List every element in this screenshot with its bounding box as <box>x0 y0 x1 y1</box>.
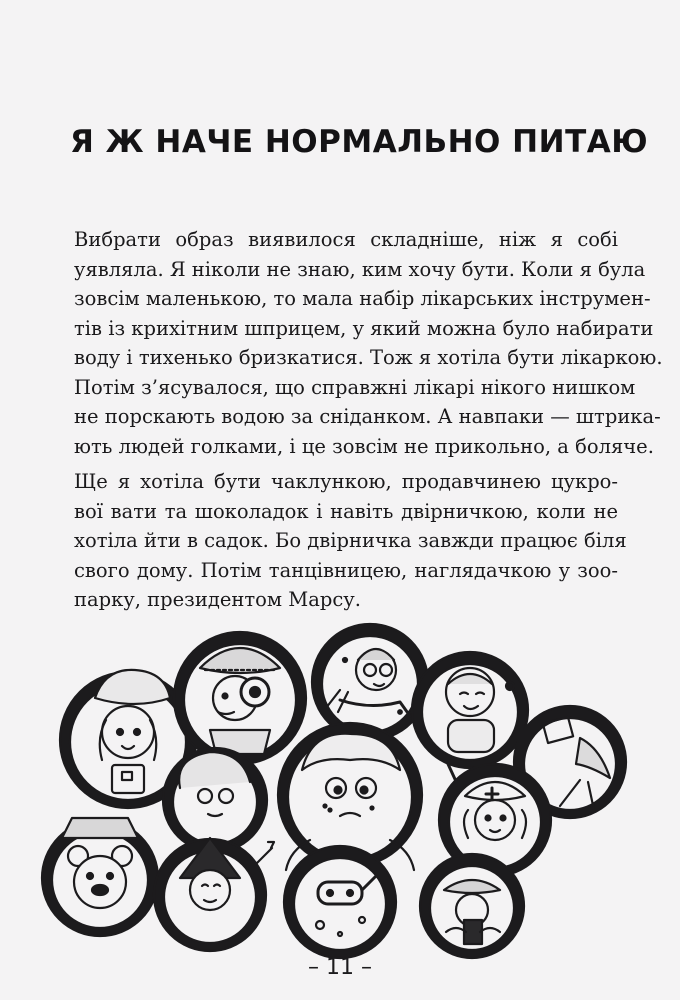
text-line: вої вати та шоколадок і навіть двірничкою, коли не <box>74 499 618 523</box>
captain-bubble <box>420 854 524 958</box>
paragraph-2 <box>74 467 627 615</box>
body-text <box>74 225 663 621</box>
text-line: Ще я хотіла бути чаклункою, продавчинею цукро- <box>74 470 618 493</box>
diver-bubble <box>284 846 396 958</box>
bear-bubble <box>42 818 158 936</box>
chapter-title: Я Ж НАЧЕ НОРМАЛЬНО ПИТАЮ <box>70 124 649 160</box>
witch-bubble <box>312 624 428 740</box>
text-line: хотіла йти в садок. Бо двірничка завжди працює біля <box>74 529 627 552</box>
text-line: тів із крихітним шприцем, у який можна було набирати <box>74 316 654 340</box>
text-line: парку, президентом Марсу. <box>74 588 361 611</box>
paragraph-1 <box>74 225 663 461</box>
astronaut-bubble <box>412 652 528 768</box>
childhood-dream-professions-illustration <box>40 620 640 960</box>
text-line: зовсім маленькою, то мала набір лікарських інструмен- <box>74 287 651 310</box>
scientist-girl-bubble <box>163 748 267 852</box>
text-line: ють людей голками, і це зовсім не прикольно, а боляче. <box>74 434 654 458</box>
fairy-girl-bubble <box>154 838 274 951</box>
text-line: свого дому. Потім танцівницею, наглядачкою у зоо- <box>74 558 618 582</box>
text-line: Потім з’ясувалося, що справжні лікарі нікого нишком <box>74 375 636 399</box>
text-line: уявляла. Я ніколи не знаю, ким хочу бути. Коли я була <box>74 257 646 281</box>
text-line: не порскають водою за сніданком. А навпаки — штрика- <box>74 405 661 428</box>
text-line: Вибрати образ виявилося складніше, ніж я собі <box>74 228 618 251</box>
page-number: – 11 – <box>308 955 372 980</box>
text-line: воду і тихенько бризкатися. Тож я хотіла бути лікаркою. <box>74 346 663 369</box>
detective-bubble <box>174 632 306 764</box>
